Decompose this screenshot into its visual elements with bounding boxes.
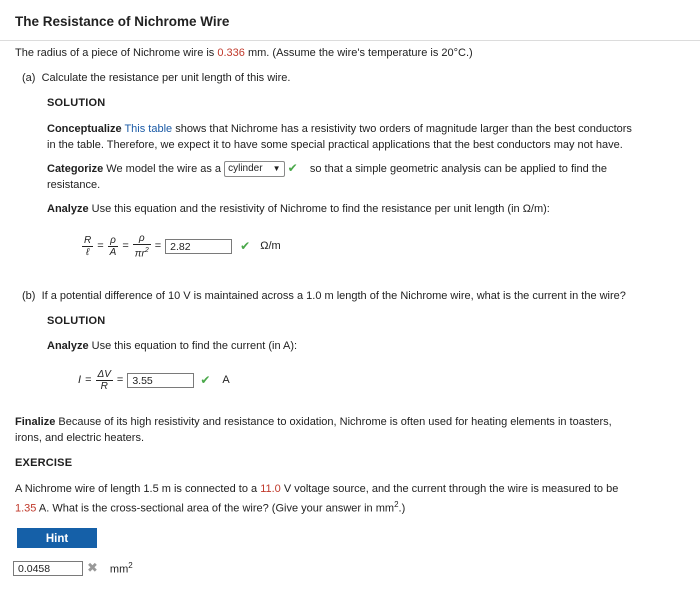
page-title: The Resistance of Nichrome Wire (15, 14, 230, 29)
conceptualize-paragraph (47, 121, 697, 153)
part-b-label: (b) (22, 290, 36, 302)
fraction-rho-over-pir2 (133, 233, 151, 259)
analyze-a-text (47, 203, 550, 215)
resistance-per-length-input[interactable]: 2.82 (165, 239, 232, 254)
unit-amp: A (222, 374, 230, 386)
intro-prefix: The radius of a piece of Nichrome wire is (15, 47, 218, 59)
part-b-question-text: If a potential difference of 10 V is maintained across a 1.0 m length of the Nichrome wire, what is the current in the wire? (41, 290, 626, 302)
equals-1: = (97, 240, 104, 252)
analyze-b-text (47, 340, 297, 352)
finalize-text-2: irons, and electric heaters. (15, 432, 145, 444)
unit-ohm-per-m: Ω/m (260, 240, 281, 252)
table-link[interactable]: This table (124, 123, 173, 135)
exercise-answer-row (13, 559, 133, 577)
exercise-paragraph (15, 481, 695, 517)
unit-mm2-exp: 2 (128, 560, 133, 570)
categorize-text-2: resistance. (47, 179, 101, 192)
categorize-text-before: We model the wire as a (103, 163, 225, 175)
frac3-den-exp: 2 (144, 246, 149, 254)
frac3-num: ρ (133, 233, 151, 245)
current-value: 1.35 (15, 502, 37, 515)
conceptualize-text-2: in the table. Therefore, we expect it to have some special practical applications that the best conductors may not have. (47, 139, 623, 151)
equals-b1: = (85, 374, 92, 386)
model-select[interactable] (224, 161, 284, 177)
correct-check-icon: ✔ (287, 161, 298, 175)
part-b-solution-label: SOLUTION (47, 315, 106, 327)
part-a-label: (a) (22, 72, 36, 84)
frac1-num: R (84, 234, 92, 246)
frac3-den (133, 245, 151, 259)
categorize-label: Categorize (47, 163, 104, 175)
equals-2: = (122, 240, 129, 252)
area-input[interactable]: 0.0458 (13, 561, 83, 576)
part-a-solution-label: SOLUTION (47, 97, 106, 109)
finalize-paragraph (15, 414, 695, 446)
exercise-label: EXERCISE (15, 457, 73, 469)
incorrect-x-icon: ✖ (87, 560, 98, 575)
conceptualize-label: Conceptualize (47, 123, 122, 135)
equals-3: = (154, 240, 162, 252)
title-divider (0, 40, 700, 41)
frac2-den: A (109, 246, 117, 258)
chevron-down-icon: ▼ (272, 164, 281, 174)
analyze-b-body: Use this equation to find the current (in A): (88, 340, 298, 352)
analyze-b-label: Analyze (47, 340, 89, 352)
finalize-text-1: Because of its high resistivity and resistance to oxidation, Nichrome is often used for heating elements in toasters, (55, 416, 612, 428)
part-a-question-text: Calculate the resistance per unit length of this wire. (41, 72, 291, 84)
fracb-num: ΔV (97, 368, 111, 380)
frac1-den: ℓ (86, 246, 90, 258)
exercise-text-2-end: .) (398, 502, 406, 515)
unit-mm2-base: mm (109, 563, 129, 576)
exercise-unit-exp: 2 (394, 500, 399, 509)
equation-b (78, 366, 230, 394)
fraction-dv-over-r (96, 369, 113, 392)
fracb-den: R (100, 380, 108, 392)
radius-value: 0.336 (217, 47, 245, 59)
exercise-text-1b: V voltage source, and the current through the wire is measured to be (280, 483, 619, 495)
unit-mm2 (110, 561, 133, 576)
fraction-r-over-l (82, 235, 93, 258)
current-symbol: I (78, 374, 82, 386)
correct-check-icon: ✔ (200, 373, 211, 387)
conceptualize-text-1: shows that Nichrome has a resistivity two orders of magnitude larger than the best conductors (172, 123, 632, 135)
finalize-label: Finalize (15, 416, 56, 428)
current-input[interactable]: 3.55 (127, 373, 194, 388)
intro-suffix: mm. (Assume the wire's temperature is 20°C.) (244, 47, 473, 59)
analyze-a-body: Use this equation and the resistivity of Nichrome to find the resistance per unit length (in Ω/m): (88, 203, 550, 215)
equals-b2: = (116, 374, 124, 386)
analyze-a-label: Analyze (47, 203, 89, 215)
frac2-num: ρ (108, 235, 119, 247)
intro-text (15, 47, 473, 59)
equation-a (82, 232, 281, 260)
categorize-paragraph (47, 160, 697, 193)
categorize-text-after: so that a simple geometric analysis can be applied to find the (309, 163, 608, 175)
model-select-value: cylinder (228, 163, 263, 175)
hint-button[interactable]: Hint (17, 528, 97, 548)
voltage-value: 11.0 (260, 483, 281, 495)
exercise-text-2: A. What is the cross-sectional area of the wire? (Give your answer in mm (36, 502, 395, 515)
fraction-rho-over-a (108, 235, 119, 258)
part-b-question (22, 290, 626, 302)
frac3-den-base: πr (134, 248, 145, 260)
exercise-text-1a: A Nichrome wire of length 1.5 m is connected to a (15, 483, 261, 495)
correct-check-icon: ✔ (240, 239, 251, 253)
part-a-question (22, 72, 290, 84)
